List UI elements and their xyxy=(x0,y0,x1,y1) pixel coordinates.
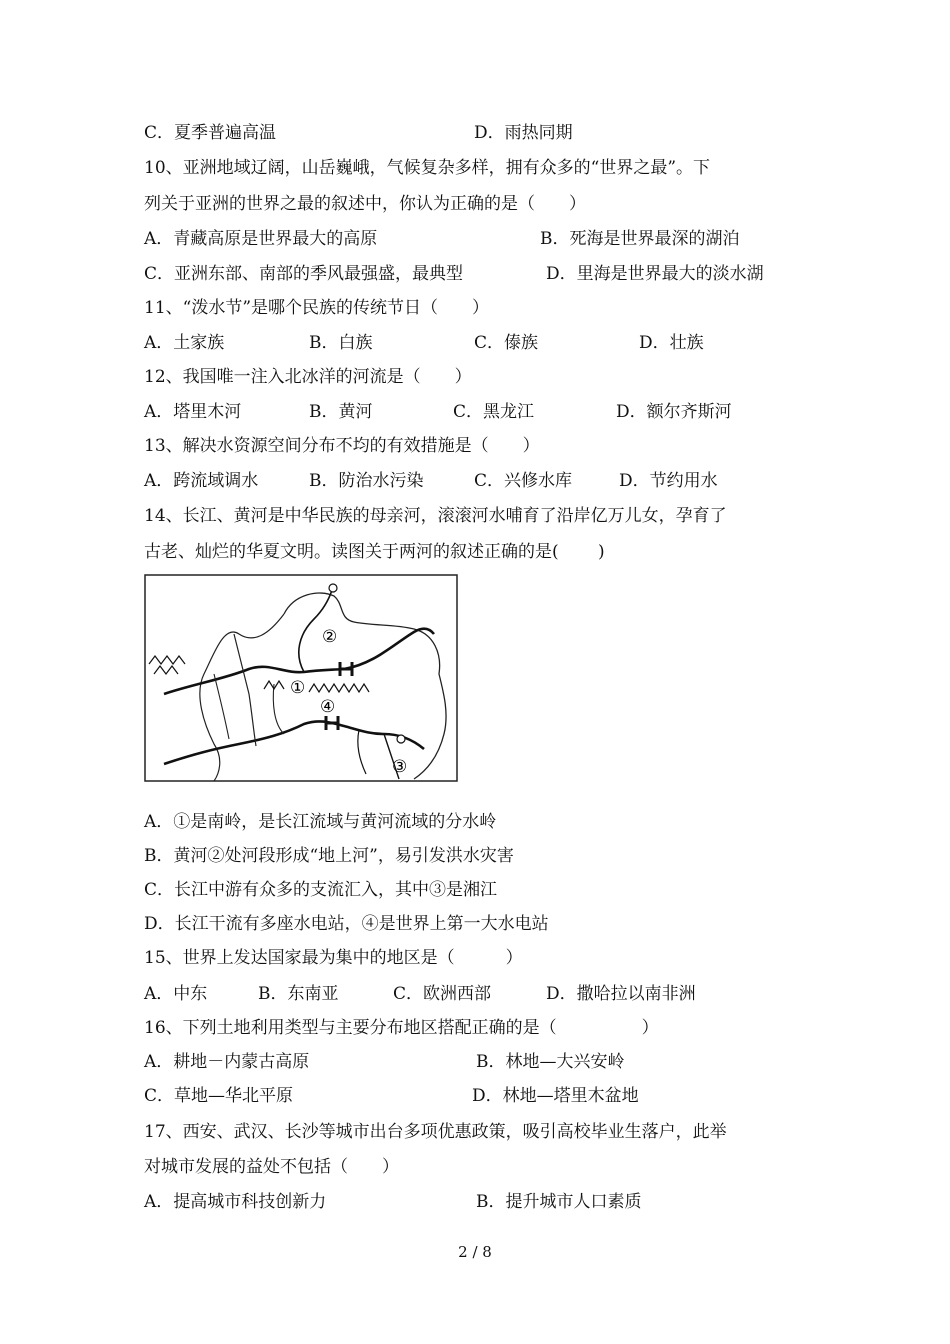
q14-option-d: D．长江干流有多座水电站，④是世界上第一大水电站 xyxy=(144,914,549,934)
q15-option-b: B．东南亚 xyxy=(258,984,339,1004)
q16-option-d: D．林地—塔里木盆地 xyxy=(472,1086,639,1106)
q11-option-b: B．白族 xyxy=(309,333,373,353)
q10-option-b: B．死海是世界最深的湖泊 xyxy=(540,229,740,249)
q14-stem-line2: 古老、灿烂的华夏文明。读图关于两河的叙述正确的是( ) xyxy=(144,542,605,562)
river-mouth-north xyxy=(329,584,337,592)
q12-option-b: B．黄河 xyxy=(309,402,373,422)
q11-option-a: A．土家族 xyxy=(144,333,225,353)
q16-option-b: B．林地—大兴安岭 xyxy=(476,1052,625,1072)
q11-stem: 11、“泼水节”是哪个民族的传统节日（ ） xyxy=(144,298,490,318)
q13-option-d: D．节约用水 xyxy=(619,471,718,491)
q17-stem-line1: 17、西安、武汉、长沙等城市出台多项优惠政策，吸引高校毕业生落户，此举 xyxy=(144,1122,727,1142)
q16-stem: 16、下列土地利用类型与主要分布地区搭配正确的是（ ） xyxy=(144,1018,659,1038)
map-label-4: ④ xyxy=(320,697,336,717)
q11-option-c: C．傣族 xyxy=(474,333,539,353)
q15-stem: 15、世界上发达国家最为集中的地区是（ ） xyxy=(144,948,523,968)
q15-option-a: A．中东 xyxy=(144,984,208,1004)
q14-option-a: A．①是南岭，是长江流域与黄河流域的分水岭 xyxy=(144,812,497,832)
q16-option-c: C．草地—华北平原 xyxy=(144,1086,294,1106)
map-label-3: ③ xyxy=(392,757,408,777)
page-number: 2 / 8 xyxy=(458,1243,492,1261)
q9-option-c: C．夏季普遍高温 xyxy=(144,123,277,143)
q9-option-d: D．雨热同期 xyxy=(474,123,573,143)
q16-option-a: A．耕地－内蒙古高原 xyxy=(144,1052,310,1072)
map-label-2: ② xyxy=(322,627,338,647)
q13-option-c: C．兴修水库 xyxy=(474,471,573,491)
map-label-1: ① xyxy=(290,678,306,698)
q10-stem-line2: 列关于亚洲的世界之最的叙述中，你认为正确的是（ ） xyxy=(144,194,586,214)
q12-option-d: D．额尔齐斯河 xyxy=(616,402,732,422)
q17-option-a: A．提高城市科技创新力 xyxy=(144,1192,327,1212)
q10-option-a: A．青藏高原是世界最大的高原 xyxy=(144,229,378,249)
q13-option-b: B．防治水污染 xyxy=(309,471,424,491)
q14-option-b: B．黄河②处河段形成“地上河”，易引发洪水灾害 xyxy=(144,846,514,866)
q14-option-c: C．长江中游有众多的支流汇入，其中③是湘江 xyxy=(144,880,498,900)
q12-option-c: C．黑龙江 xyxy=(453,402,535,422)
river-map xyxy=(144,574,458,782)
q11-option-d: D．壮族 xyxy=(639,333,704,353)
q10-stem-line1: 10、亚洲地域辽阔，山岳巍峨，气候复杂多样，拥有众多的“世界之最”。下 xyxy=(144,158,711,178)
q13-option-a: A．跨流域调水 xyxy=(144,471,259,491)
q12-stem: 12、我国唯一注入北冰洋的河流是（ ） xyxy=(144,367,472,387)
q10-option-c: C．亚洲东部、南部的季风最强盛，最典型 xyxy=(144,264,464,284)
q10-option-d: D．里海是世界最大的淡水湖 xyxy=(546,264,764,284)
q17-stem-line2: 对城市发展的益处不包括（ ） xyxy=(144,1157,399,1177)
river-mouth-south xyxy=(397,735,405,743)
q12-option-a: A．塔里木河 xyxy=(144,402,242,422)
q15-option-d: D．撒哈拉以南非洲 xyxy=(546,984,696,1004)
q13-stem: 13、解决水资源空间分布不均的有效措施是（ ） xyxy=(144,436,540,456)
q17-option-b: B．提升城市人口素质 xyxy=(476,1192,642,1212)
q15-option-c: C．欧洲西部 xyxy=(393,984,492,1004)
q14-stem-line1: 14、长江、黄河是中华民族的母亲河，滚滚河水哺育了沿岸亿万儿女，孕育了 xyxy=(144,506,727,526)
